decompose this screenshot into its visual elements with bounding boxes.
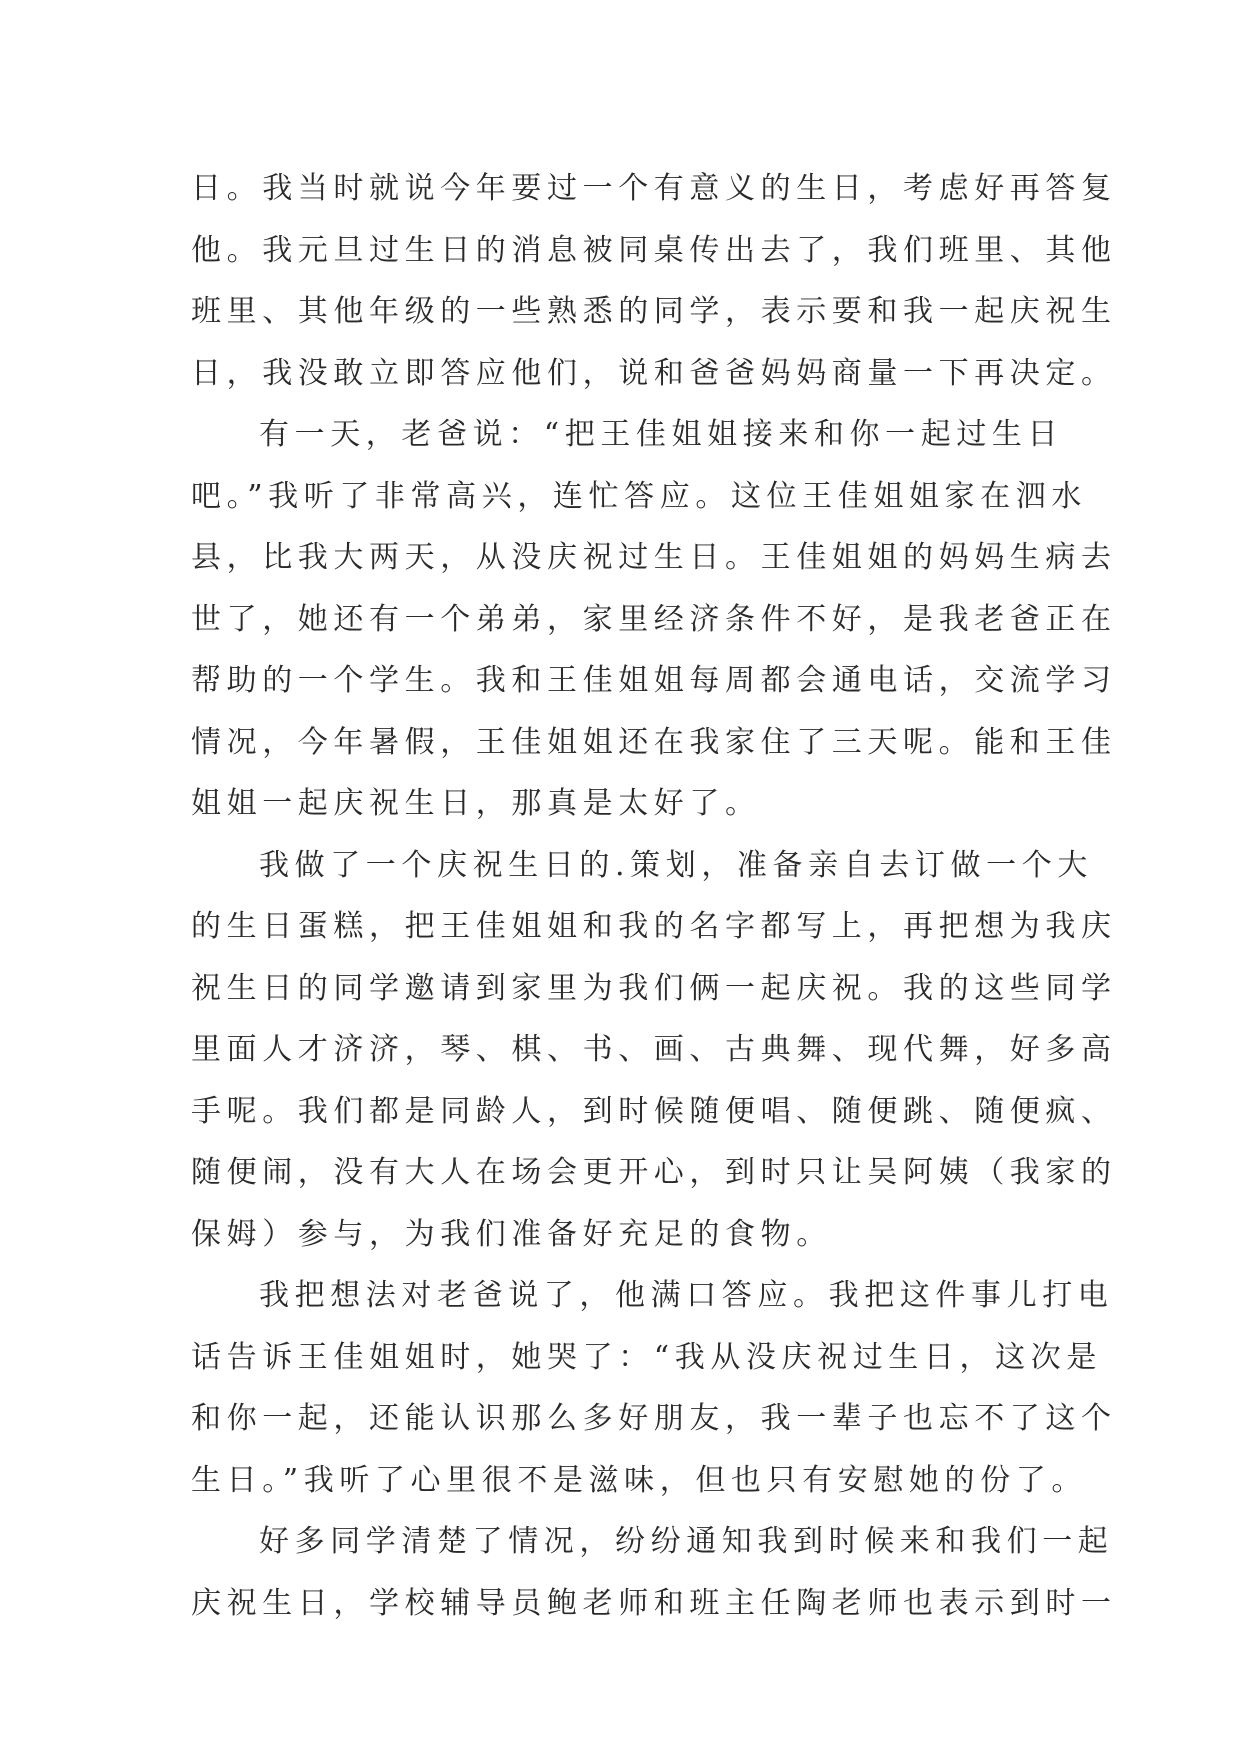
text-line: 祝生日的同学邀请到家里为我们俩一起庆祝。我的这些同学 <box>191 970 1117 1006</box>
text-line: 班里、其他年级的一些熟悉的同学，表示要和我一起庆祝生 <box>191 294 1117 329</box>
body-text <box>191 158 1117 1634</box>
paragraph-first-line: 好多同学清楚了情况，纷纷通知我到时候来和我们一起 <box>259 1524 1114 1559</box>
paragraph-first-line: 有一天，老爸说：“把王佳姐姐接来和你一起过生日 <box>259 417 1064 452</box>
paragraph-first-line: 我做了一个庆祝生日的.策划，准备亲自去订做一个大 <box>259 847 1093 883</box>
paragraph-first-line: 我把想法对老爸说了，他满口答应。我把这件事儿打电 <box>259 1278 1114 1313</box>
text-line: 姐姐一起庆祝生日，那真是太好了。 <box>191 786 761 821</box>
text-line: 随便闹，没有大人在场会更开心，到时只让吴阿姨（我家的 <box>191 1155 1117 1190</box>
text-line: 保姆）参与，为我们准备好充足的食物。 <box>191 1216 832 1252</box>
text-line: 和你一起，还能认识那么多好朋友，我一辈子也忘不了这个 <box>191 1401 1117 1436</box>
text-line: 日，我没敢立即答应他们，说和爸爸妈妈商量一下再决定。 <box>191 355 1117 391</box>
text-line: 手呢。我们都是同龄人，到时候随便唱、随便跳、随便疯、 <box>191 1093 1117 1129</box>
text-line: 话告诉王佳姐姐时，她哭了：“我从没庆祝过生日，这次是 <box>191 1339 1102 1375</box>
text-line: 他。我元旦过生日的消息被同桌传出去了，我们班里、其他 <box>191 232 1117 268</box>
text-line: 情况，今年暑假，王佳姐姐还在我家住了三天呢。能和王佳 <box>191 724 1117 760</box>
text-line: 里面人才济济，琴、棋、书、画、古典舞、现代舞，好多高 <box>191 1032 1117 1067</box>
text-line: 生日。”我听了心里很不是滋味，但也只有安慰她的份了。 <box>191 1462 1087 1498</box>
text-line: 日。我当时就说今年要过一个有意义的生日，考虑好再答复 <box>191 171 1117 206</box>
text-line: 帮助的一个学生。我和王佳姐姐每周都会通电话，交流学习 <box>191 663 1117 698</box>
text-line: 县，比我大两天，从没庆祝过生日。王佳姐姐的妈妈生病去 <box>191 540 1117 575</box>
text-line: 吧。”我听了非常高兴，连忙答应。这位王佳姐姐家在泗水 <box>191 478 1087 514</box>
text-line: 的生日蛋糕，把王佳姐姐和我的名字都写上，再把想为我庆 <box>191 909 1117 944</box>
text-line: 世了，她还有一个弟弟，家里经济条件不好，是我老爸正在 <box>191 601 1117 637</box>
text-line: 庆祝生日，学校辅导员鲍老师和班主任陶老师也表示到时一 <box>191 1585 1117 1621</box>
